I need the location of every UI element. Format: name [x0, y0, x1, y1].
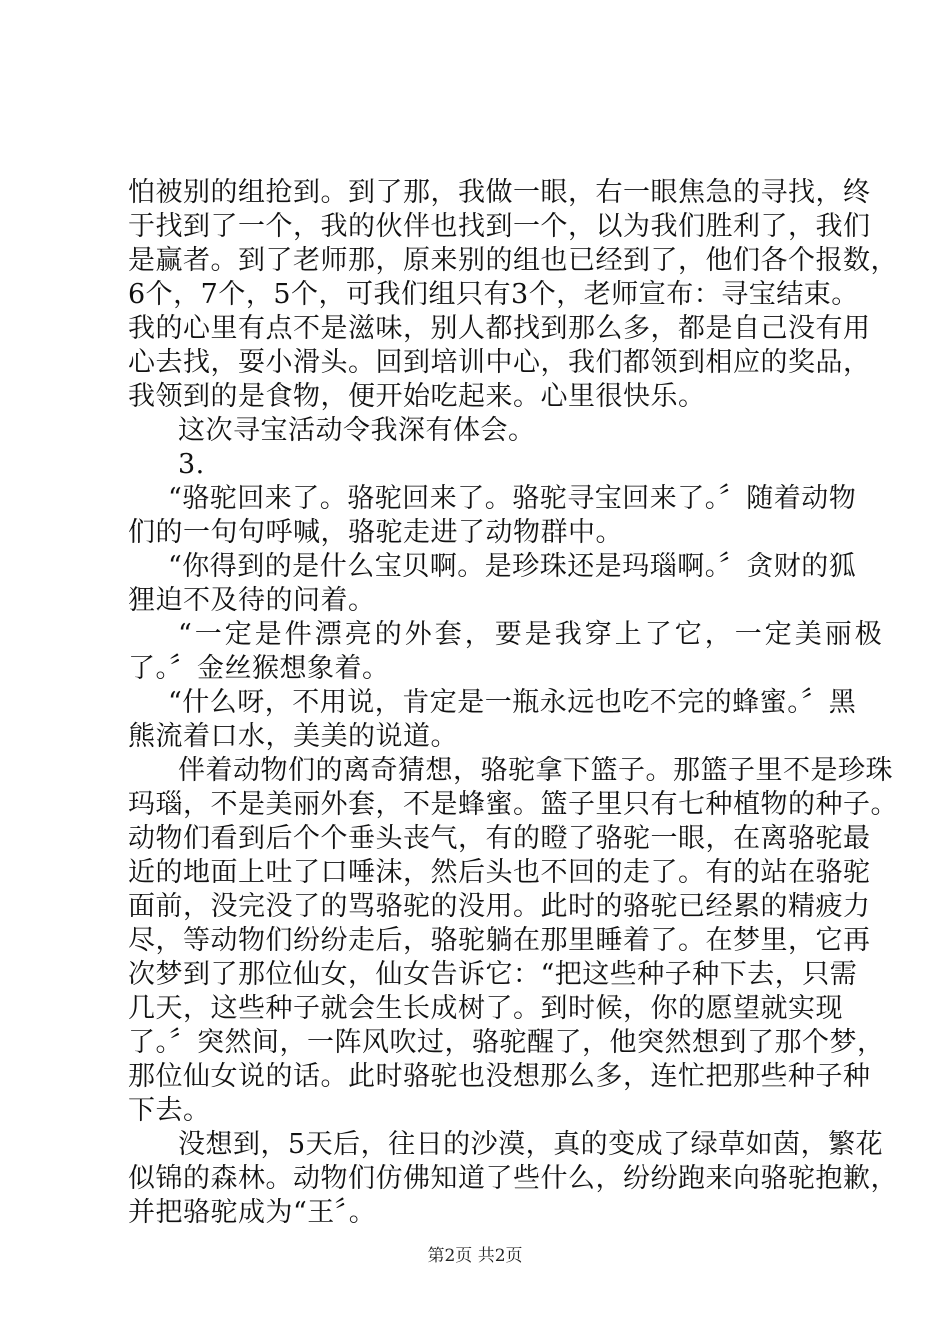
text-line: 狸迫不及待的问着。 — [128, 585, 376, 616]
text-line: 心去找，耍小滑头。回到培训中心，我们都领到相应的奖品， — [128, 347, 871, 378]
text-line: 似锦的森林。动物们仿佛知道了些什么，纷纷跑来向骆驼抱歉， — [128, 1163, 898, 1194]
text-line: 怕被别的组抢到。到了那，我做一眼，右一眼焦急的寻找，终 — [128, 177, 871, 208]
text-line: 于找到了一个，我的伙伴也找到一个，以为我们胜利了，我们 — [128, 211, 871, 242]
text-line: “一定是件漂亮的外套，要是我穿上了它，一定美丽极 — [178, 619, 885, 650]
text-line: 这次寻宝活动令我深有体会。 — [178, 415, 536, 446]
text-line: 伴着动物们的离奇猜想，骆驼拿下篮子。那篮子里不是珍珠 — [178, 755, 893, 786]
text-line: 没想到，5天后，往日的沙漠，真的变成了绿草如茵，繁花 — [178, 1129, 884, 1160]
text-line: 次梦到了那位仙女，仙女告诉它：“把这些种子种下去，只需 — [128, 959, 858, 990]
text-line: 我领到的是食物，便开始吃起来。心里很快乐。 — [128, 381, 706, 412]
text-line: “什么呀，不用说，肯定是一瓶永远也吃不完的蜂蜜。〞黑 — [168, 687, 857, 718]
text-line: 面前，没完没了的骂骆驼的没用。此时的骆驼已经累的精疲力 — [128, 891, 871, 922]
section-number: 3. — [178, 449, 205, 480]
page-footer: 第2页 共2页 — [427, 1246, 523, 1266]
text-line: 玛瑙，不是美丽外套，不是蜂蜜。篮子里只有七种植物的种子。 — [128, 789, 898, 820]
text-line: 是赢者。到了老师那，原来别的组也已经到了，他们各个报数， — [128, 245, 898, 276]
text-line: 们的一句句呼喊，骆驼走进了动物群中。 — [128, 517, 623, 548]
text-line: 尽，等动物们纷纷走后，骆驼躺在那里睡着了。在梦里，它再 — [128, 925, 871, 956]
text-line: 我的心里有点不是滋味，别人都找到那么多，都是自己没有用 — [128, 313, 871, 344]
text-line: 动物们看到后个个垂头丧气，有的瞪了骆驼一眼，在离骆驼最 — [128, 823, 871, 854]
text-line: 近的地面上吐了口唾沫，然后头也不回的走了。有的站在骆驼 — [128, 857, 871, 888]
text-line: 6个，7个，5个，可我们组只有3个，老师宣布：寻宝结束。 — [128, 279, 859, 310]
text-line: 并把骆驼成为“王〞。 — [128, 1197, 377, 1228]
text-line: 了。〞突然间，一阵风吹过，骆驼醒了，他突然想到了那个梦， — [128, 1027, 885, 1058]
text-line: 下去。 — [128, 1095, 211, 1126]
text-line: “骆驼回来了。骆驼回来了。骆驼寻宝回来了。〞随着动物 — [168, 483, 857, 514]
text-line: 几天，这些种子就会生长成树了。到时候，你的愿望就实现 — [128, 993, 843, 1024]
text-line: “你得到的是什么宝贝啊。是珍珠还是玛瑙啊。〞贪财的狐 — [168, 551, 857, 582]
text-line: 了。〞金丝猴想象着。 — [128, 653, 390, 684]
text-line: 那位仙女说的话。此时骆驼也没想那么多，连忙把那些种子种 — [128, 1061, 871, 1092]
text-line: 熊流着口水，美美的说道。 — [128, 721, 458, 752]
